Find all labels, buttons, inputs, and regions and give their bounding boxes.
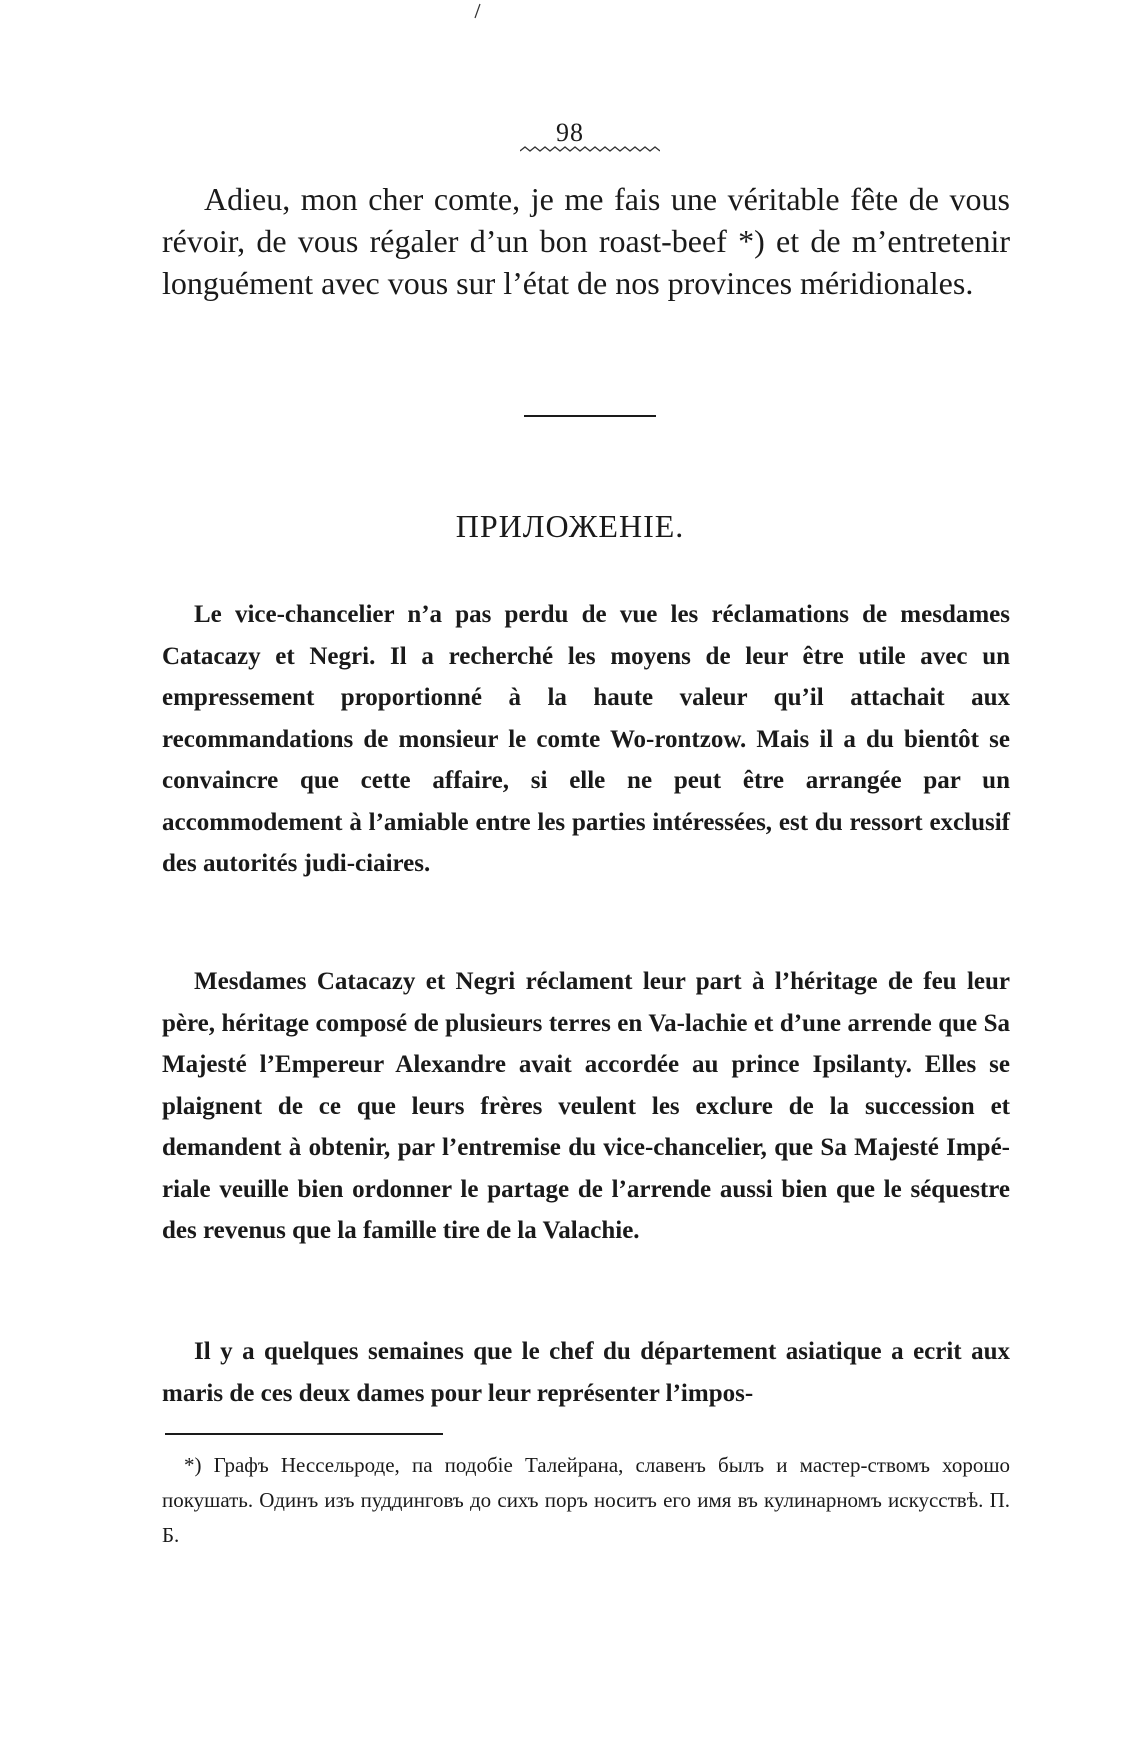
section-divider — [524, 415, 656, 417]
opening-text: Adieu, mon cher comte, je me fais une véritable fête de vous révoir, de vous régaler d’un bon roast-beef *) et de m’entretenir longuément avec vous sur l’état de nos provinces méridionales. — [162, 181, 1010, 301]
footnote-divider — [165, 1433, 443, 1435]
footnote-text: *) Графъ Нессельроде, па подобіе Талейрана, славенъ былъ и мастер-ствомъ хорошо покушать. Одинъ изъ пуддинговъ до сихъ поръ носитъ его имя въ кулинарномъ искусствѣ. П. Б. — [162, 1453, 1010, 1547]
footnote — [162, 1448, 1010, 1553]
section-heading: ПРИЛОЖЕНІЕ. — [455, 508, 685, 544]
stray-ink-mark — [472, 2, 482, 20]
page-number: 98 — [556, 118, 584, 147]
paragraph — [162, 961, 1010, 1252]
paragraph — [162, 594, 1010, 885]
page-number-ornament — [520, 146, 660, 156]
paragraph-text: Mesdames Catacazy et Negri réclament leur part à l’héritage de feu leur père, héritage composé de plusieurs terres en Va-lachie et d’une arrende que Sa Majesté l’Empereur Alexandre avait accordée au prince Ipsilanty. Elles se plaignent de ce que leurs frères veulent les exclure de la succession et demandent à obtenir, par l’entremise du vice-chancelier, que Sa Majesté Impé-riale veuille bien ordonner le partage de l’arrende aussi bien que le séquestre des revenus que la famille tire de la Valachie. — [162, 968, 1010, 1244]
paragraph-text: Il y a quelques semaines que le chef du département asiatique a ecrit aux maris de ces deux dames pour leur représenter l’impos- — [162, 1338, 1010, 1407]
paragraph-text: Le vice-chancelier n’a pas perdu de vue les réclamations de mesdames Catacazy et Negri. Il a recherché les moyens de leur être utile avec un empressement proportionné à la haute valeur qu’il attachait aux recommandations de monsieur le comte Wo-rontzow. Mais il a du bientôt se convaincre que cette affaire, si elle ne peut être arrangée par un accommodement à l’amiable entre les parties intéressées, est du ressort exclusif des autorités judi-ciaires. — [162, 601, 1010, 877]
paragraph — [162, 1331, 1010, 1414]
opening-paragraph — [162, 178, 1010, 304]
